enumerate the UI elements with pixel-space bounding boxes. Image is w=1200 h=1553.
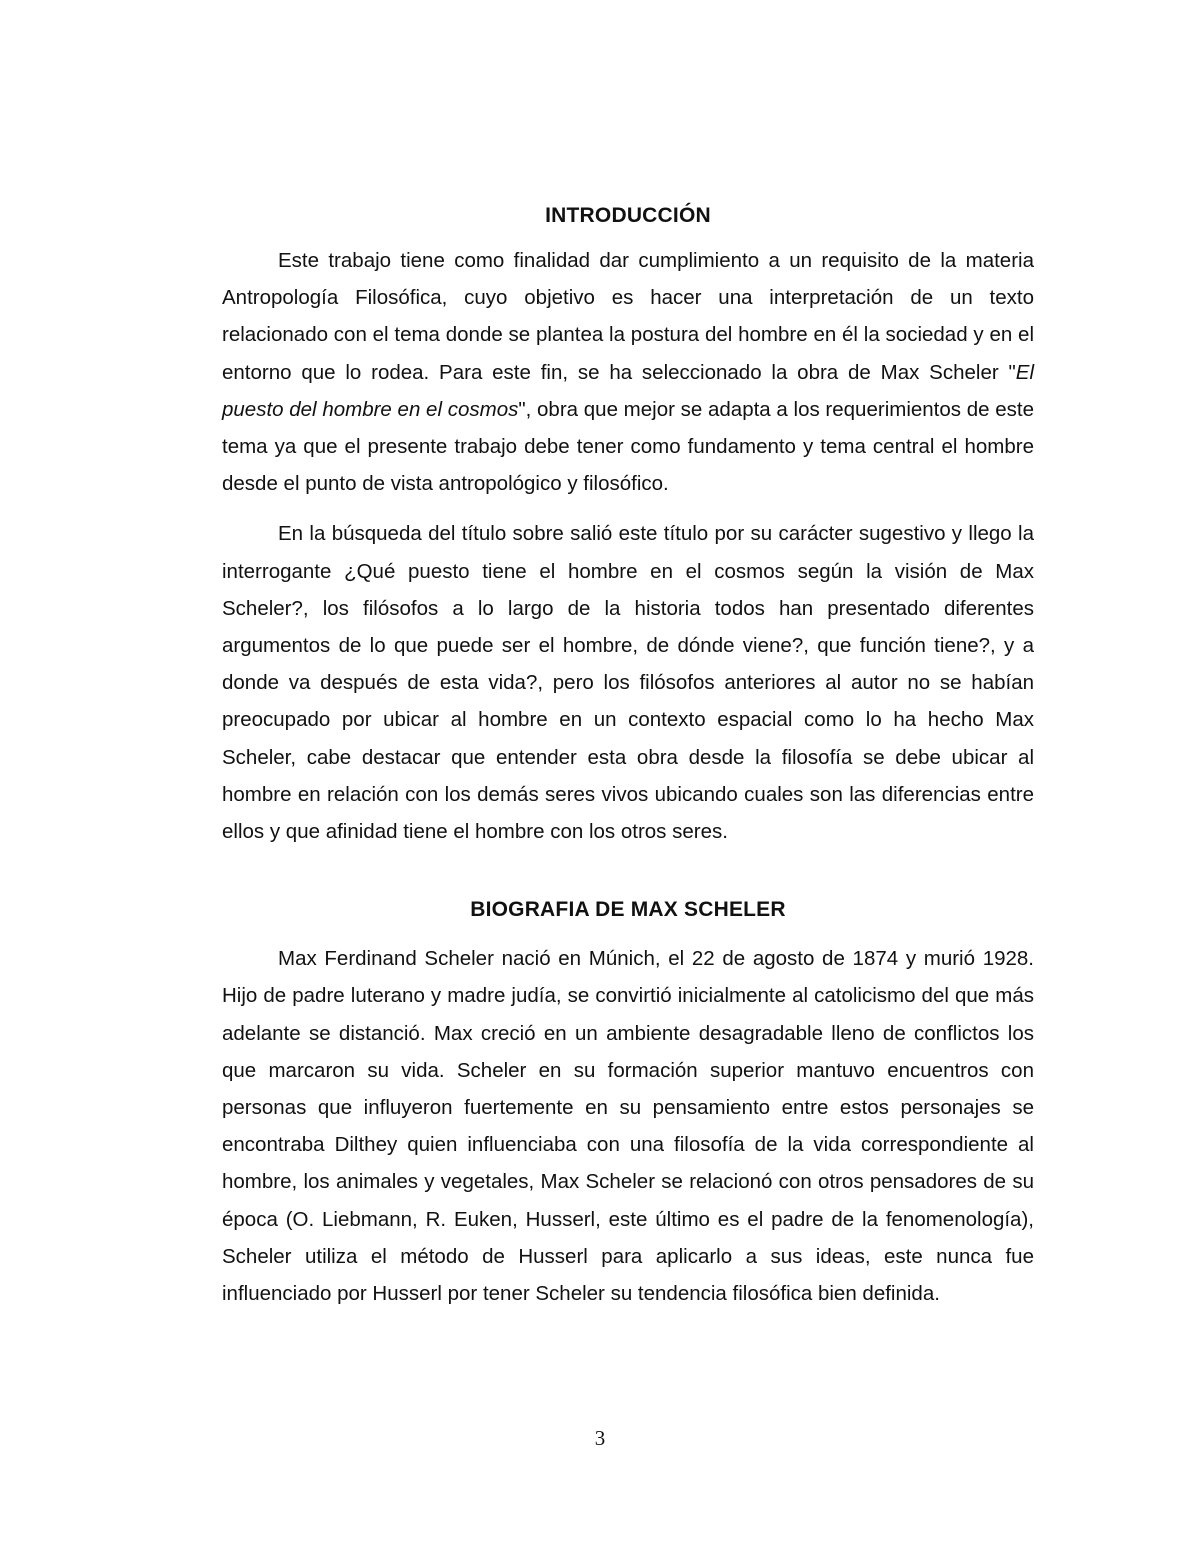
paragraph-biografia-1: Max Ferdinand Scheler nació en Múnich, el 22 de agosto de 1874 y murió 1928. Hijo de padre luterano y madre judía, se convirtió inicialmente al catolicismo del que más adelante se distanció. Max creció en un ambiente desagradable lleno de conflictos los que marcaron su vida. Scheler en su formación superior mantuvo encuentros con personas que influyeron fuertemente en su pensamiento entre estos personajes se encontraba Dilthey quien influenciaba con una filosofía de la vida correspondiente al hombre, los animales y vegetales, Max Scheler se relacionó con otros pensadores de su época (O. Liebmann, R. Euken, Husserl, este último es el padre de la fenomenología), Scheler utiliza el método de Husserl para aplicarlo a sus ideas, este nunca fue influenciado por Husserl por tener Scheler su tendencia filosófica bien definida. [222, 947, 1034, 1306]
paragraph-text: Este trabajo tiene como finalidad dar cumplimiento a un requisito de la materia Antropología Filosófica, cuyo objetivo es hacer una interpretación de un texto relacionado con el tema donde se plantea la postura del hombre en él la sociedad y en el entorno que lo rodea. Para este fin, se ha seleccionado la obra de Max Scheler " [222, 249, 1034, 384]
document-page [222, 190, 1034, 1312]
paragraph-intro-2: En la búsqueda del título sobre salió este título por su carácter sugestivo y llego la interrogante ¿Qué puesto tiene el hombre en el cosmos según la visión de Max Scheler?, los filósofos a lo largo de la historia todos han presentado diferentes argumentos de lo que puede ser el hombre, de dónde viene?, que función tiene?, y a donde va después de esta vida?, pero los filósofos anteriores al autor no se habían preocupado por ubicar al hombre en un contexto espacial como lo ha hecho Max Scheler, cabe destacar que entender esta obra desde la filosofía se debe ubicar al hombre en relación con los demás seres vivos ubicando cuales son las diferencias entre ellos y que afinidad tiene el hombre con los otros seres. [222, 522, 1034, 844]
section-title-biografia: BIOGRAFIA DE MAX SCHELER [470, 898, 786, 922]
book-title-italic: El puesto del hombre en el cosmos [222, 360, 1034, 421]
paragraph-text: ", obra que mejor se adapta a los requerimientos de este tema ya que el presente trabajo debe tener como fundamento y tema central el hombre desde el punto de vista antropológico y filosófico. [222, 397, 1034, 496]
section-title-introduccion: INTRODUCCIÓN [545, 204, 711, 227]
page-number: 3 [594, 1426, 606, 1450]
paragraph-intro-1 [222, 242, 1034, 502]
